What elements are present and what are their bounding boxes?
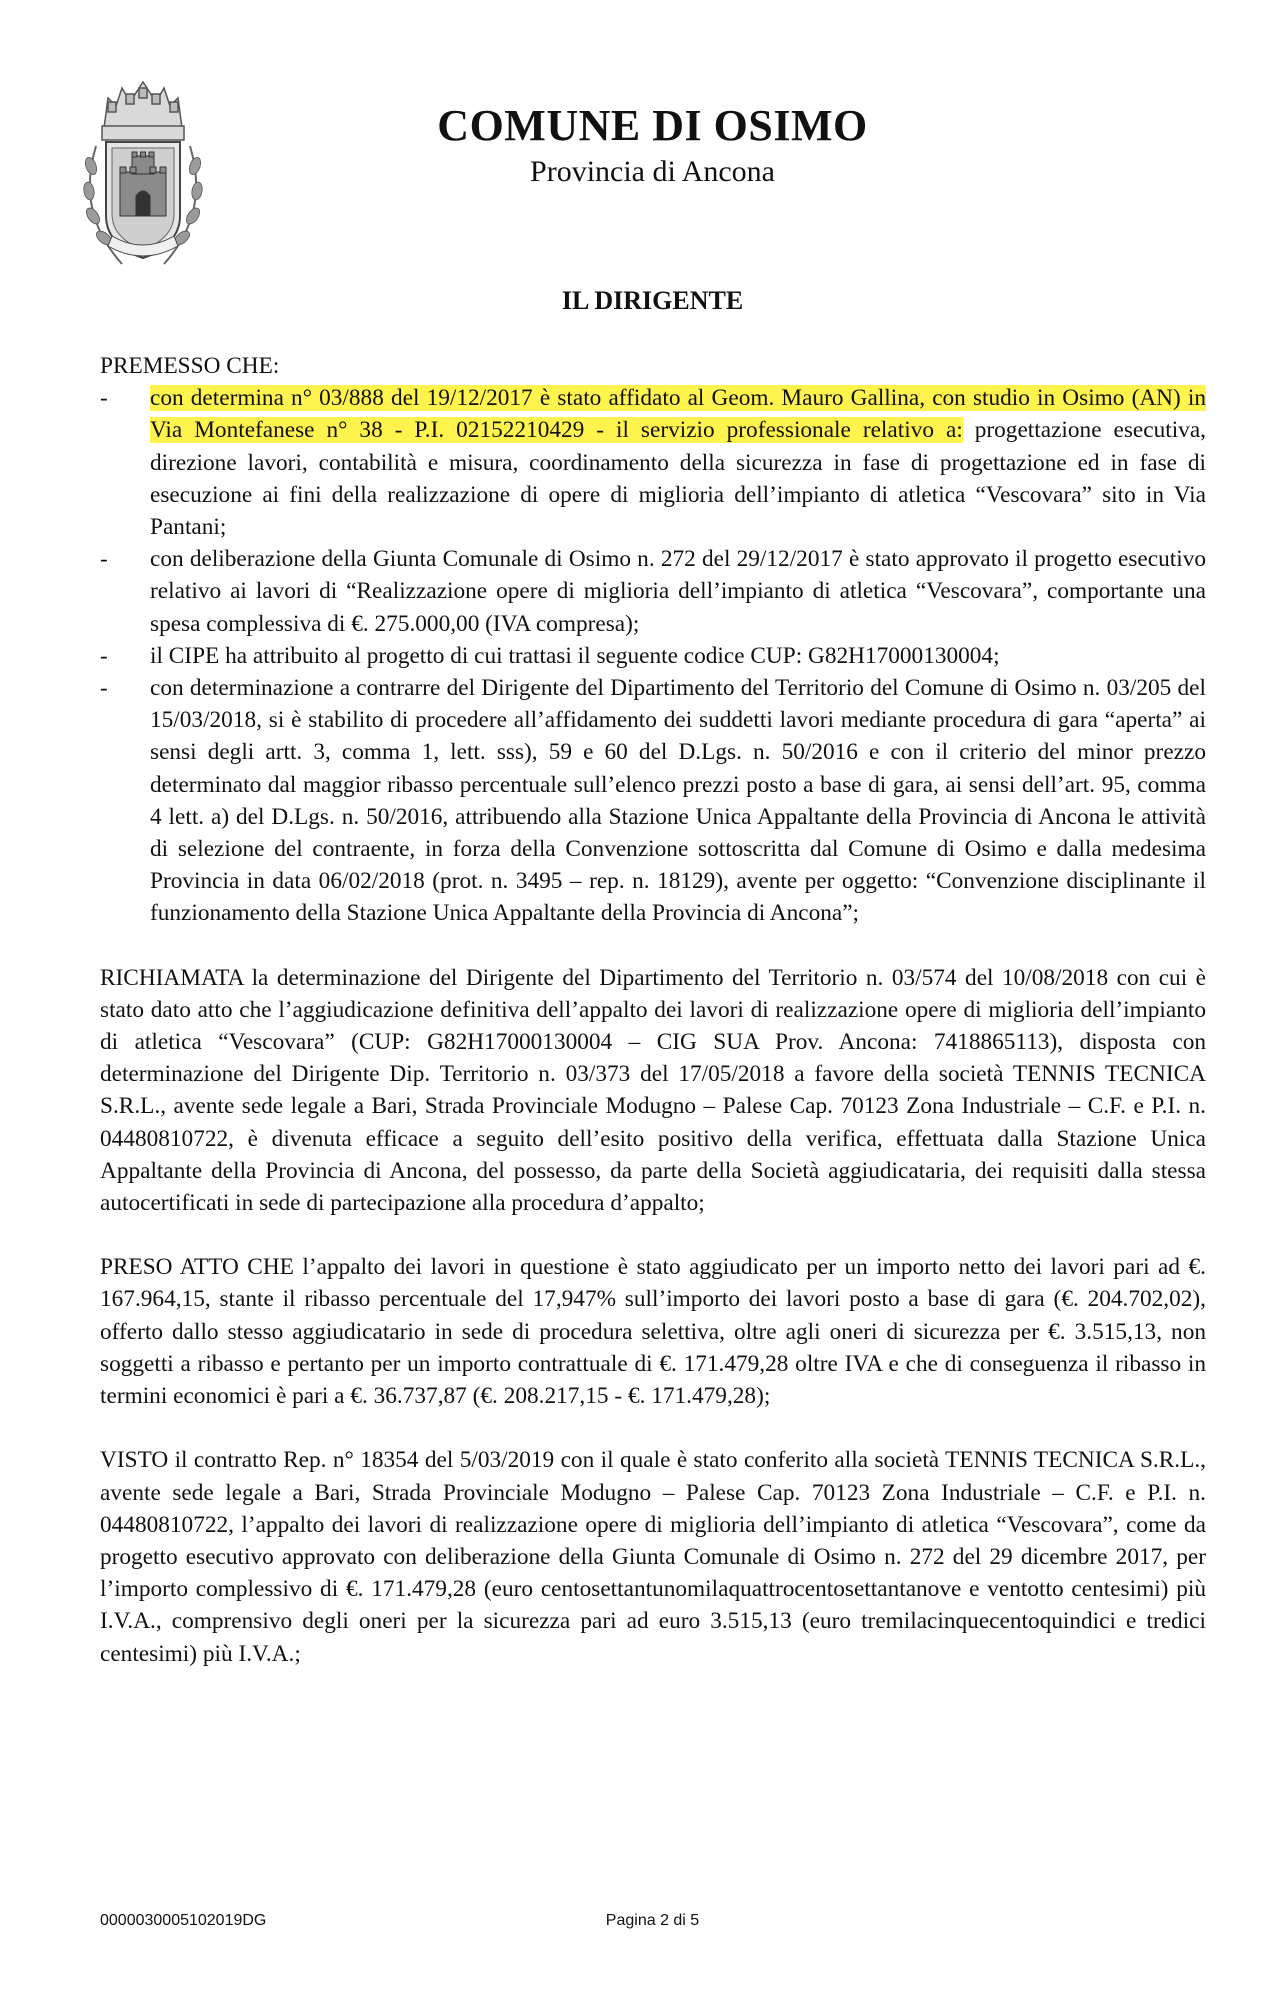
list-item bbox=[100, 543, 1206, 640]
bullet-dash: - bbox=[100, 546, 108, 573]
preso-atto-paragraph: PRESO ATTO CHE l’appalto dei lavori in questione è stato aggiudicato per un importo netto dei lavori pari ad €. 167.964,15, stante il ribasso percentuale del 17,947% sull’importo dei lavori posto a base di gara (€. 204.702,02), offerto dallo stesso aggiudicatario in sede di procedura selettiva, oltre agli oneri di sicurezza per €. 3.515,13, non soggetti a ribasso e pertanto per un importo contrattuale di €. 171.479,28 oltre IVA e che di conseguenza il ribasso in termini economici è pari a €. 36.737,87 (€. 208.217,15 - €. 171.479,28); bbox=[100, 1254, 1206, 1410]
highlighted-text: con determina n° 03/888 del 19/12/2017 è stato affidato al Geom. Mauro Gallina, con studio in Osimo (AN) in Via Montefanese n° 38 - P.I. 02152210429 - il servizio professionale relativo a: bbox=[150, 385, 1206, 444]
list-item-text: con determinazione a contrarre del Dirigente del Dipartimento del Territorio del Comune di Osimo n. 03/205 del 15/03/2018, si è stabilito di procedere all’affidamento dei suddetti lavori mediante procedura di gara “aperta” ai sensi degli artt. 3, comma 1, lett. sss), 59 e 60 del D.Lgs. n. 50/2016 e con il criterio del minor prezzo determinato dal maggior ribasso percentuale sull’elenco prezzi posto a base di gara, ai sensi dell’art. 95, comma 4 lett. a) del D.Lgs. n. 50/2016, attribuendo alla Stazione Unica Appaltante della Provincia di Ancona le attività di selezione del contraente, in forza della Convenzione sottoscritta dal Comune di Osimo e dalla medesima Provincia in data 06/02/2018 (prot. n. 3495 – rep. n. 18129), avente per oggetto: “Convenzione disciplinante il funzionamento della Stazione Unica Appaltante della Provincia di Ancona”; bbox=[150, 675, 1206, 927]
page-number: Pagina 2 di 5 bbox=[605, 1912, 700, 1929]
visto-paragraph: VISTO il contratto Rep. n° 18354 del 5/03/2019 con il quale è stato conferito alla società TENNIS TECNICA S.R.L., avente sede legale a Bari, Strada Provinciale Modugno – Palese Cap. 70123 Zona Industriale – C.F. e P.I. n. 04480810722, l’appalto dei lavori di realizzazione opere di miglioria dell’impianto di atletica “Vescovara”, come da progetto esecutivo approvato con deliberazione della Giunta Comunale di Osimo n. 272 del 29 dicembre 2017, per l’importo complessivo di €. 171.479,28 (euro centosettantunomilaquattrocentosettantanove e ventotto centesimi) più I.V.A., comprensivo degli oneri per la sicurezza pari ad euro 3.515,13 (euro tremilacinquecentoquindici e tredici centesimi) più I.V.A.; bbox=[100, 1447, 1206, 1667]
richiamata-paragraph: RICHIAMATA la determinazione del Dirigente del Dipartimento del Territorio n. 03/574 del 10/08/2018 con cui è stato dato atto che l’aggiudicazione definitiva dell’appalto dei lavori di realizzazione opere di miglioria dell’impianto di atletica “Vescovara” (CUP: G82H17000130004 – CIG SUA Prov. Ancona: 7418865113), disposta con determinazione del Dirigente Dip. Territorio n. 03/373 del 17/05/2018 a favore della società TENNIS TECNICA S.R.L., avente sede legale a Bari, Strada Provinciale Modugno – Palese Cap. 70123 Zona Industriale – C.F. e P.I. n. 04480810722, è divenuta efficace a seguito dell’esito positivo della verifica, effettuata dalla Stazione Unica Appaltante della Provincia di Ancona, del possesso, da parte della Società aggiudicataria, dei requisiti dalla stessa autocertificati in sede di partecipazione alla procedura d’appalto; bbox=[100, 964, 1206, 1217]
document-code: 0000030005102019DG bbox=[100, 1912, 267, 1929]
list-item-text: progettazione esecutiva, direzione lavori, contabilità e misura, coordinamento della sicurezza in fase di progettazione ed in fase di esecuzione ai fini della realizzazione di opere di miglioria dell’impianto di atletica “Vescovara” sito in Via Pantani; bbox=[150, 417, 1206, 541]
bullet-dash: - bbox=[100, 675, 108, 702]
premesso-list bbox=[100, 382, 1206, 929]
province-subtitle: Provincia di Ancona bbox=[530, 155, 775, 188]
list-item bbox=[100, 640, 1206, 672]
role-heading: IL DIRIGENTE bbox=[561, 286, 744, 315]
municipality-title: COMUNE DI OSIMO bbox=[437, 101, 868, 150]
bullet-dash: - bbox=[100, 385, 108, 412]
list-item bbox=[100, 672, 1206, 930]
premesso-heading: PREMESSO CHE: bbox=[100, 353, 280, 379]
list-item-text: il CIPE ha attribuito al progetto di cui trattasi il seguente codice CUP: G82H17000130004; bbox=[150, 642, 1000, 669]
document-body bbox=[100, 350, 1206, 1670]
bullet-dash: - bbox=[100, 642, 108, 669]
list-item-text: con deliberazione della Giunta Comunale di Osimo n. 272 del 29/12/2017 è stato approvato il progetto esecutivo relativo ai lavori di “Realizzazione opere di miglioria dell’impianto di atletica “Vescovara”, comportante una spesa complessiva di €. 275.000,00 (IVA compresa); bbox=[150, 546, 1206, 637]
list-item bbox=[100, 382, 1206, 543]
